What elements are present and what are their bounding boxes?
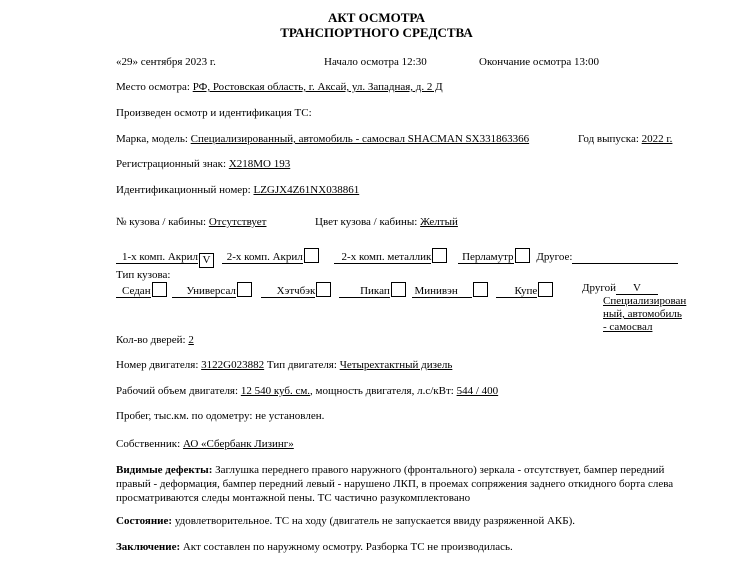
reg-plate-row (116, 158, 290, 170)
body-number-row (116, 216, 266, 228)
volume-row (116, 385, 498, 397)
paint-checkbox-pearl[interactable] (515, 248, 530, 263)
inspection-date: «29» сентября 2023 г. (116, 56, 216, 68)
defects-label: Видимые дефекты: (116, 464, 213, 476)
year-row (578, 133, 672, 145)
engine-number-label: Номер двигателя: (116, 359, 199, 371)
body-other-text (603, 295, 686, 334)
paint-option-pearl: Перламутр (458, 251, 513, 264)
paint-row (116, 248, 678, 268)
body-color-value: Желтый (420, 216, 458, 228)
body-checkbox-sedan[interactable] (152, 282, 167, 297)
vin-value: LZGJX4Z61NX038861 (253, 184, 360, 196)
body-option-sedan: Седан (116, 285, 151, 298)
condition-row (116, 515, 575, 527)
body-checkbox-hatchback[interactable] (316, 282, 331, 297)
body-checkbox-minivan[interactable] (473, 282, 488, 297)
body-option-pickup: Пикап (339, 285, 390, 298)
body-other-row (582, 282, 658, 295)
defects-paragraph (116, 463, 684, 505)
paint-option-2k-acryl: 2-х комп. Акрил (222, 251, 303, 264)
power-value: 544 / 400 (456, 385, 499, 397)
body-number-label: № кузова / кабины: (116, 216, 207, 228)
owner-label: Собственник: (116, 438, 181, 450)
body-color-label: Цвет кузова / кабины: (315, 216, 418, 228)
mileage-text: Пробег, тыс.км. по одометру: не установлен. (116, 410, 325, 422)
owner-row (116, 438, 294, 450)
engine-type-value: Четырехтактный дизель (339, 359, 453, 371)
body-other-text-line: Специализирован (603, 295, 687, 307)
doors-row (116, 334, 194, 346)
defects-text: Заглушка переднего правого наружного (фронтального) зеркала - отсутствует, бампер передний правый - деформация, бампер передний левый - нарушено ЛКП, в проемах сопряжения заднего откидного борта слева просматриваются следы монтажной пены. ТС частично разукомплектовано (116, 464, 674, 504)
body-other-text-line: - самосвал (603, 321, 653, 333)
place-value: РФ, Ростовская область, г. Аксай, ул. Западная, д. 2 Д (192, 81, 443, 93)
body-color-row (315, 216, 458, 228)
model-label: Марка, модель: (116, 133, 188, 145)
body-option-minivan: Минивэн (412, 285, 471, 298)
reg-plate-value: Х218МО 193 (228, 158, 291, 170)
paint-checkbox-2k-metallic[interactable] (432, 248, 447, 263)
body-type-row (116, 282, 553, 298)
power-label: , мощность двигателя, л.с/кВт: (310, 385, 454, 397)
body-checkbox-wagon[interactable] (237, 282, 252, 297)
body-checkbox-pickup[interactable] (391, 282, 406, 297)
paint-checkbox-1k-acryl[interactable]: V (199, 253, 214, 268)
engine-type-label: Тип двигателя: (266, 359, 337, 371)
paint-other-label: Другое: (536, 251, 573, 263)
body-other-label: Другой (582, 282, 616, 294)
body-option-coupe: Купе (496, 285, 537, 298)
vin-label: Идентификационный номер: (116, 184, 251, 196)
body-option-wagon: Универсал (172, 285, 236, 298)
model-value: Специализированный, автомобиль - самосвал SHACMAN SX331863366 (190, 133, 530, 145)
owner-value: АО «Сбербанк Лизинг» (182, 438, 294, 450)
place-row (116, 81, 443, 93)
paint-other-field[interactable] (572, 251, 678, 264)
vin-row (116, 184, 359, 196)
paint-option-1k-acryl: 1-х комп. Акрил (116, 251, 198, 264)
paint-option-2k-metallic: 2-х комп. металлик (334, 251, 432, 264)
engine-row (116, 359, 452, 371)
body-checkbox-coupe[interactable] (538, 282, 553, 297)
doors-value: 2 (188, 334, 194, 346)
start-time: Начало осмотра 12:30 (324, 56, 427, 68)
body-other-text-line: ный, автомобиль (603, 308, 682, 320)
identification-text: Произведен осмотр и идентификация ТС: (116, 107, 312, 119)
model-row (116, 133, 529, 145)
conclusion-label: Заключение: (116, 541, 181, 553)
body-option-hatchback: Хэтчбэк (261, 285, 316, 298)
document-title: АКТ ОСМОТРА (327, 10, 426, 25)
place-label: Место осмотра: (116, 81, 190, 93)
conclusion-text: Акт составлен по наружному осмотру. Разборка ТС не производилась. (182, 541, 513, 553)
conclusion-row (116, 541, 513, 553)
volume-label: Рабочий объем двигателя: (116, 385, 239, 397)
year-value: 2022 г. (641, 133, 673, 145)
engine-number-value: 3122G023882 (201, 359, 265, 371)
body-type-label: Тип кузова: (116, 269, 171, 281)
body-number-value: Отсутствует (208, 216, 267, 228)
end-time: Окончание осмотра 13:00 (479, 56, 600, 68)
reg-plate-label: Регистрационный знак: (116, 158, 227, 170)
year-label: Год выпуска: (578, 133, 639, 145)
volume-value: 12 540 куб. см. (240, 385, 311, 397)
condition-label: Состояние: (116, 515, 173, 527)
condition-text: удовлетворительное. ТС на ходу (двигатель не запускается ввиду разряженной АКБ). (174, 515, 575, 527)
body-other-mark[interactable]: V (616, 282, 658, 295)
paint-checkbox-2k-acryl[interactable] (304, 248, 319, 263)
document-subtitle: ТРАНСПОРТНОГО СРЕДСТВА (280, 25, 473, 40)
doors-label: Кол-во дверей: (116, 334, 186, 346)
